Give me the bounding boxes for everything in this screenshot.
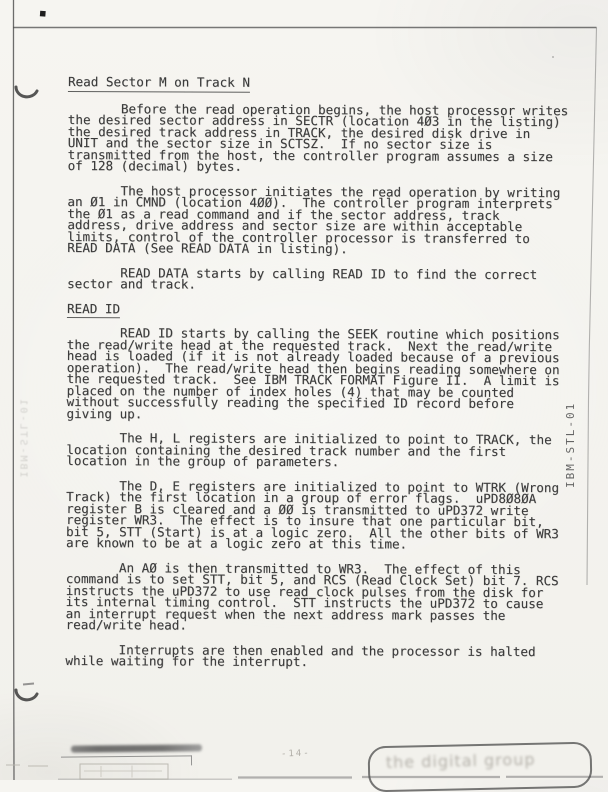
paragraph-read-sector-2: The host processor initiates the read operation by writing an Ø1 in CMND (location 4ØØ). The controller program interprets the Ø1 as a read command and if the sector address, track address, drive address and sector size are within acceptable limits, control of the controller processor is transferred to READ DATA (See READ DATA in listing).	[67, 182, 561, 257]
paragraph-read-id-1: READ ID starts by calling the SEEK routine which positions the read/write head at the requested track. Next the read/write head is loaded (if it is not already loaded because of a previous operation). The read/write head then begins reading somewhere on the requested track. See IBM TRACK FORMAT Figure II. A limit is placed on the number of index holes (4) that may be counted without successfully reading the specified ID record before giving up.	[66, 324, 560, 421]
page-title-text: Read Sector M on Track N	[68, 74, 250, 92]
ink-speck	[552, 56, 554, 58]
page-title	[68, 76, 576, 90]
page-border-left	[13, 0, 14, 780]
document-text	[65, 76, 576, 682]
paragraph-read-id-5: Interrupts are then enabled and the processor is halted while waiting for the interrupt.	[65, 641, 536, 670]
bottom-right-stamp	[368, 742, 593, 792]
registration-mark	[40, 11, 46, 17]
punch-hole-top	[16, 87, 37, 97]
paragraph-read-id-4: An AØ is then transmitted to WR3. The effect of this command is to set STT, bit 5, and RCS (Read Clock Set) bit 7. RCS instructs the uPD372 to use read clock pulses from the disk for its internal timing control. STT instructs the uPD372 to cause an interrupt request when the next address mark passes the read/write head.	[65, 559, 559, 633]
side-stamp-right: IBM-STL-01	[564, 401, 577, 488]
section-heading	[67, 302, 575, 316]
section-heading-text: READ ID	[67, 300, 120, 318]
page-number: -14-	[280, 748, 311, 760]
corner-dashes	[6, 765, 48, 766]
paragraph-read-id-2: The H, L registers are initialized to point to TRACK, the location containing the desired track number and the first location in the group of parameters.	[66, 429, 552, 470]
paragraph-read-sector-1: Before the read operation begins, the host processor writes the desired sector address in SECTR (location 4Ø3 in the listing) the desired track address in TRACK, the desired disk drive in UNIT and the sector size in SCTSZ. If no sector size is transmitted from the host, the controller program assumes a size of 128 (decimal) bytes.	[67, 100, 569, 174]
paragraph-read-id-3: The D, E registers are initialized to point to WTRK (Wrong Track) the first location in a group of error flags. uPD8Ø8ØA register B is cleared and a ØØ is transmitted to uPD372 write register WR3. The effect is to insure that one particular bit, bit 5, STT (Start) is at a logic zero. All the other bits of WR3 are known to be at a logic zero at this time.	[65, 477, 560, 552]
bottom-left-box-lines	[84, 766, 162, 778]
bottom-left-bracket	[61, 755, 192, 766]
bottom-right-stamp-text: the digital group	[385, 749, 536, 772]
side-stamp-left-bleed: IBM-STL-01	[17, 397, 29, 478]
punch-hole-bottom	[16, 690, 37, 700]
page-border-right	[587, 28, 597, 586]
smudge-mark	[71, 744, 202, 752]
paragraph-read-sector-3: READ DATA starts by calling READ ID to find the correct sector and track.	[67, 264, 538, 292]
punch-hole-bottom-dash	[23, 684, 34, 685]
